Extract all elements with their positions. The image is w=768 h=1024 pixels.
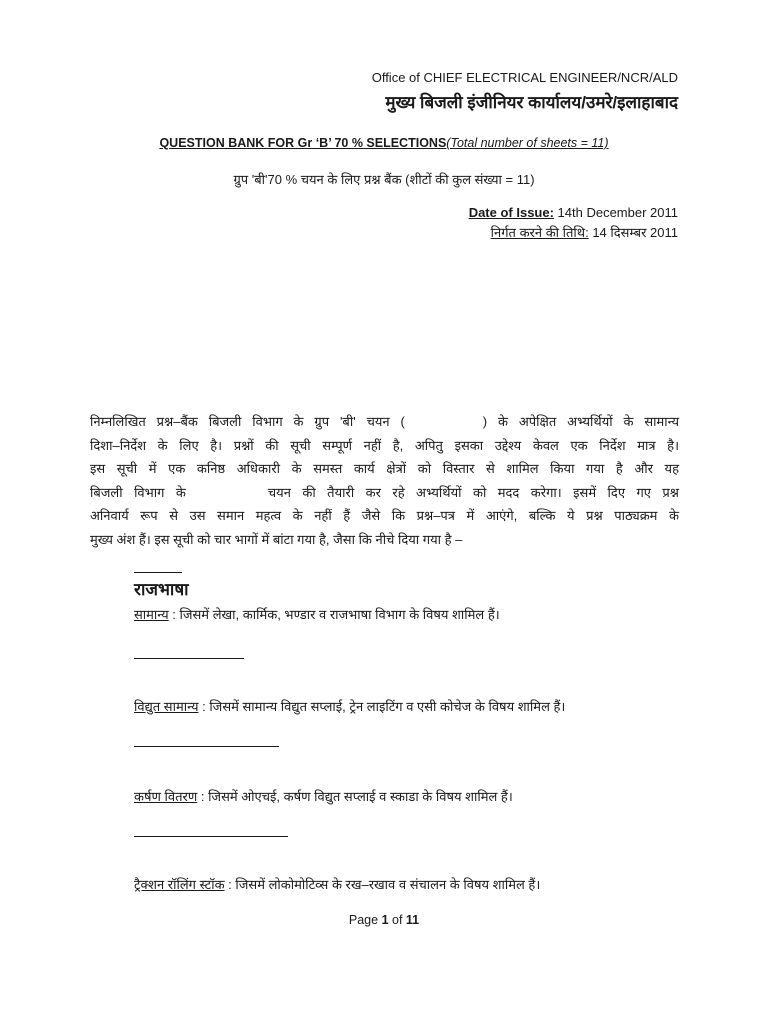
section-item: [134, 787, 513, 805]
issue-date-label: Date of Issue:: [468, 205, 554, 220]
blank-rule: [134, 836, 288, 837]
intro-text: ) के अपेक्षित अभ्यर्थियों के सामान्य: [482, 414, 679, 429]
blank-rule: [134, 572, 182, 573]
section-description: : जिसमें लोकोमोटिव्स के रख–रखाव व संचालन के विषय शामिल हैं।: [224, 877, 541, 892]
current-page-number: 1: [381, 913, 389, 927]
section-label: ट्रैक्शन रॉलिंग स्टॉक: [134, 877, 225, 892]
blank-rule: [134, 746, 279, 747]
intro-line: दिशा–निर्देश के लिए है। प्रश्नों की सूची सम्पूर्ण नहीं है, अपितु इसका उद्देश्य केवल एक निर्देश मात्र है।: [90, 437, 679, 453]
intro-text: बिजली विभाग के: [90, 484, 186, 500]
office-title-english: Office of CHIEF ELECTRICAL ENGINEER/NCR/ALD: [371, 70, 678, 85]
question-bank-title-main: QUESTION BANK FOR Gr ‘B’ 70 % SELECTIONS: [159, 136, 447, 150]
sheet-count: (Total number of sheets = 11): [446, 136, 609, 150]
issue-date-hindi: [491, 223, 678, 241]
intro-line: मुख्य अंश हैं। इस सूची को चार भागों में बांटा गया है, जैसा कि नीचे दिया गया है –: [90, 531, 463, 547]
page-word: Page: [348, 913, 382, 927]
question-bank-title: [0, 136, 768, 150]
section-description: : जिसमें लेखा, कार्मिक, भण्डार व राजभाषा विभाग के विषय शामिल हैं।: [168, 607, 500, 622]
intro-line: [90, 410, 679, 434]
blank-rule: [134, 658, 244, 659]
intro-line: अनिवार्य रूप से उस समान महत्व के नहीं हैं जैसे कि प्रश्न–पत्र में आएंगे, बल्कि ये प्रश्न पाठ्यक्रम के: [90, 508, 679, 523]
issue-date-label-hindi: निर्गत करने की तिथि:: [490, 225, 589, 240]
intro-text: चयन की तैयारी कर रहे अभ्यर्थियों को मदद करेगा। इसमें दिए गए प्रश्न: [267, 484, 679, 500]
section-item: [134, 605, 500, 623]
issue-date-value-hindi: 14 दिसम्बर 2011: [588, 225, 678, 240]
page-footer: [0, 913, 768, 927]
section-item: [134, 697, 565, 715]
section-item: [134, 875, 540, 893]
intro-line: इस सूची में एक कनिष्ठ अधिकारी के समस्त कार्य क्षेत्रों को विस्तार से शामिल किया गया है और यह: [90, 461, 679, 476]
total-page-count: 11: [405, 913, 420, 927]
intro-line: [90, 481, 679, 505]
section-label: कर्षण वितरण: [134, 789, 198, 804]
intro-text: निम्नलिखित प्रश्न–बैंक बिजली विभाग के ग्रुप 'बी' चयन (: [90, 414, 405, 429]
office-title-hindi: मुख्य बिजली इंजीनियर कार्यालय/उमरे/इलाहाबाद: [385, 93, 678, 112]
section-label: सामान्य: [134, 607, 169, 622]
question-bank-title-hindi: ग्रुप 'बी'70 % चयन के लिए प्रश्न बैंक (शीटों की कुल संख्या = 11): [233, 172, 535, 187]
section-description: : जिसमें सामान्य विद्युत सप्लाई, ट्रेन लाइटिंग व एसी कोचेज के विषय शामिल हैं।: [198, 699, 566, 714]
intro-paragraph: [90, 410, 679, 551]
of-word: of: [388, 913, 406, 927]
section-label: विद्युत सामान्य: [134, 699, 199, 714]
section-description: : जिसमें ओएचई, कर्षण विद्युत सप्लाई व स्काडा के विषय शामिल हैं।: [197, 789, 513, 804]
section-heading: राजभाषा: [134, 580, 189, 599]
issue-date-value: 14th December 2011: [553, 205, 678, 220]
issue-date-english: [469, 205, 678, 220]
